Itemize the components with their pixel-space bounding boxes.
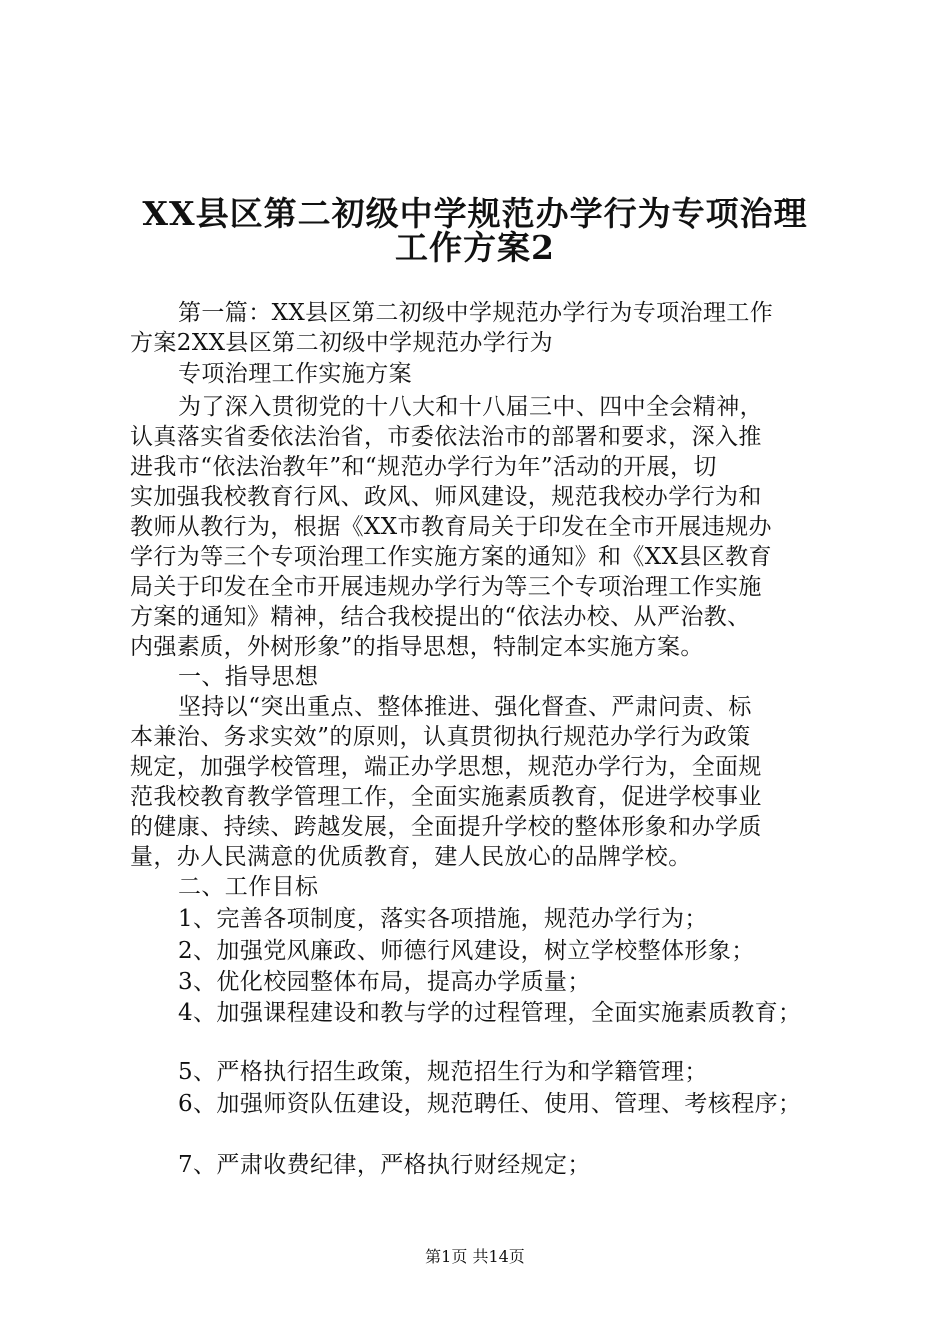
document-title-line-2: 工作方案2 bbox=[395, 228, 555, 267]
list-item: 1、完善各项制度，落实各项措施，规范办学行为； bbox=[178, 906, 708, 932]
body-line: 为了深入贯彻党的十八大和十八届三中、四中全会精神， bbox=[178, 394, 763, 420]
list-item: 6、加强师资队伍建设，规范聘任、使用、管理、考核程序； bbox=[178, 1091, 802, 1117]
body-line: 学行为等三个专项治理工作实施方案的通知》和《XX县区教育 bbox=[130, 544, 772, 570]
body-line: 量，办人民满意的优质教育，建人民放心的品牌学校。 bbox=[130, 844, 692, 870]
list-item: 3、优化校园整体布局，提高办学质量； bbox=[178, 969, 591, 995]
document-title-line-1: XX县区第二初级中学规范办学行为专项治理 bbox=[142, 194, 808, 233]
list-item: 7、严肃收费纪律，严格执行财经规定； bbox=[178, 1152, 591, 1178]
body-line: 专项治理工作实施方案 bbox=[178, 361, 412, 387]
body-line: 局关于印发在全市开展违规办学行为等三个专项治理工作实施 bbox=[130, 574, 762, 600]
body-line: 认真落实省委依法治省，市委依法治市的部署和要求，深入推 bbox=[130, 424, 762, 450]
section-heading: 二、工作目标 bbox=[178, 874, 319, 900]
list-item: 2、加强党风廉政、师德行风建设，树立学校整体形象； bbox=[178, 938, 755, 964]
body-line: 规定，加强学校管理，端正办学思想，规范办学行为，全面规 bbox=[130, 754, 762, 780]
body-line: 实加强我校教育行风、政风、师风建设，规范我校办学行为和 bbox=[130, 484, 762, 510]
page-number-footer: 第1页 共14页 bbox=[425, 1247, 525, 1266]
body-line: 内强素质，外树形象”的指导思想，特制定本实施方案。 bbox=[130, 634, 704, 660]
body-line: 方案的通知》精神，结合我校提出的“依法办校、从严治教、 bbox=[130, 604, 751, 630]
body-line: 方案2XX县区第二初级中学规范办学行为 bbox=[130, 330, 553, 356]
body-line: 范我校教育教学管理工作，全面实施素质教育，促进学校事业 bbox=[130, 784, 762, 810]
body-line: 教师从教行为，根据《XX市教育局关于印发在全市开展违规办 bbox=[130, 514, 772, 540]
list-item: 5、严格执行招生政策，规范招生行为和学籍管理； bbox=[178, 1059, 708, 1085]
body-line: 第一篇：XX县区第二初级中学规范办学行为专项治理工作 bbox=[178, 300, 774, 326]
body-line: 进我市“依法治教年”和“规范办学行为年”活动的开展，切 bbox=[130, 454, 717, 480]
body-line: 的健康、持续、跨越发展，全面提升学校的整体形象和办学质 bbox=[130, 814, 762, 840]
list-item: 4、加强课程建设和教与学的过程管理，全面实施素质教育； bbox=[178, 1000, 802, 1026]
section-heading: 一、指导思想 bbox=[178, 664, 319, 690]
body-line: 本兼治、务求实效”的原则，认真贯彻执行规范办学行为政策 bbox=[130, 724, 751, 750]
body-line: 坚持以“突出重点、整体推进、强化督查、严肃问责、标 bbox=[178, 694, 752, 720]
